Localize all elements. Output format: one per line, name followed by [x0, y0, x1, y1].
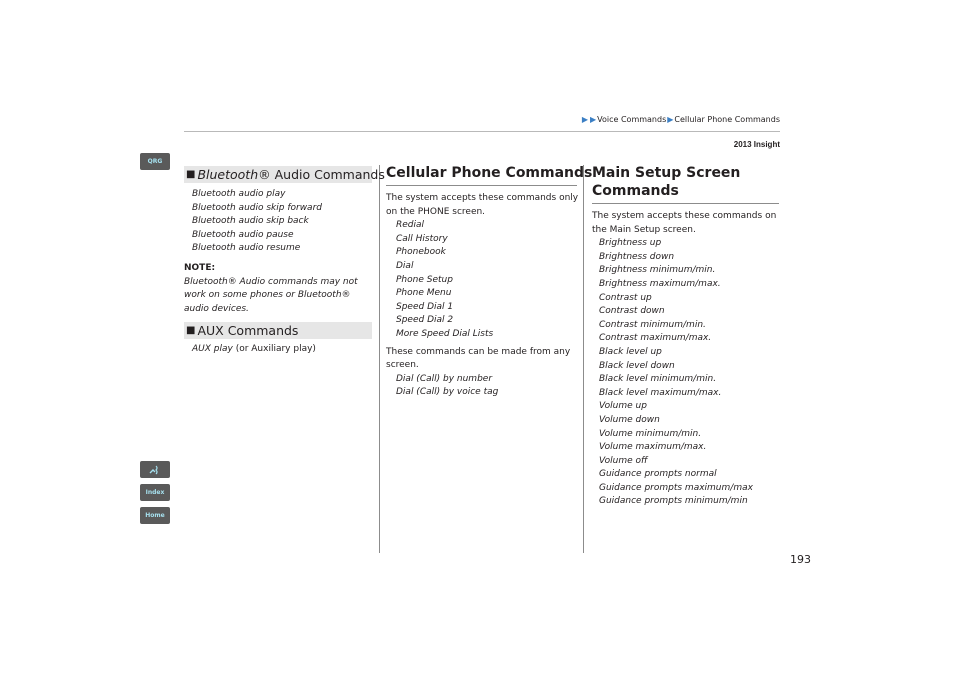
page-title-cellular: Cellular Phone Commands: [386, 165, 593, 181]
list-item: Dial (Call) by voice tag: [396, 387, 499, 398]
intro-line: the Main Setup screen.: [592, 224, 696, 235]
list-item: Volume down: [599, 414, 660, 425]
aux-command: [192, 343, 316, 357]
list-item: Phone Menu: [396, 288, 452, 299]
bluetooth-command-list: [192, 188, 322, 256]
list-item: Speed Dial 2: [396, 315, 454, 326]
note-line: work on some phones or Bluetooth®: [184, 290, 351, 301]
column-divider: [583, 165, 584, 553]
breadcrumb-current: Cellular Phone Commands: [674, 115, 780, 124]
list-item: Guidance prompts normal: [599, 469, 717, 480]
list-item: Guidance prompts minimum/min: [599, 496, 748, 507]
main-setup-content: [592, 210, 776, 509]
list-item: Brightness down: [599, 251, 675, 262]
list-item: Black level down: [599, 360, 675, 371]
list-item: Volume maximum/max.: [599, 442, 707, 453]
section-title-italic: Bluetooth: [197, 167, 259, 182]
page-title-main-setup: [592, 164, 740, 200]
list-item: Guidance prompts maximum/max: [599, 482, 753, 493]
list-item: Speed Dial 1: [396, 301, 454, 312]
intro-line: The system accepts these commands on: [592, 211, 777, 221]
heading-rule: [386, 185, 577, 186]
title-line: Commands: [592, 183, 679, 199]
list-item: Black level maximum/max.: [599, 387, 722, 398]
list-item: Bluetooth audio resume: [192, 243, 301, 254]
main-setup-command-list: [592, 237, 776, 509]
list-item: Dial: [396, 260, 414, 271]
breadcrumb-link-voice-commands[interactable]: Voice Commands: [597, 115, 667, 124]
voice-command-icon: [149, 465, 161, 475]
note-line: Bluetooth® Audio commands may not: [184, 276, 358, 287]
list-item: Black level minimum/min.: [599, 374, 717, 385]
list-item: Volume minimum/min.: [599, 428, 702, 439]
list-item: More Speed Dial Lists: [396, 328, 494, 339]
tab-home[interactable]: Home: [140, 507, 170, 524]
arrow-right-icon: ▶: [581, 115, 588, 124]
any-screen-command-list: [386, 373, 578, 400]
list-item: Bluetooth audio pause: [192, 229, 294, 240]
tab-voice-commands[interactable]: [140, 461, 170, 478]
list-item: Brightness maximum/max.: [599, 278, 721, 289]
list-item: Brightness up: [599, 238, 662, 249]
tab-qrg[interactable]: QRG: [140, 153, 170, 170]
list-item: Contrast minimum/min.: [599, 319, 706, 330]
list-item: Phonebook: [396, 247, 446, 258]
list-item: Bluetooth audio skip forward: [192, 202, 322, 213]
column-divider: [379, 165, 380, 553]
list-item: Contrast down: [599, 306, 665, 317]
heading-rule: [592, 203, 779, 204]
list-item: Black level up: [599, 346, 662, 357]
list-item: Bluetooth audio play: [192, 189, 286, 199]
cellular-content: [386, 192, 578, 400]
note-block: [184, 262, 358, 316]
body-line: These commands can be made from any: [386, 346, 571, 357]
list-item: Volume off: [599, 455, 648, 466]
list-item: Brightness minimum/min.: [599, 265, 716, 276]
arrow-right-icon: ▶: [589, 115, 597, 124]
list-item: Contrast up: [599, 292, 652, 303]
list-item: Contrast maximum/max.: [599, 333, 712, 344]
page-number: 193: [790, 553, 811, 566]
intro-line: on the PHONE screen.: [386, 206, 486, 217]
square-bullet-icon: ■: [186, 169, 196, 180]
body-line: screen.: [386, 360, 419, 371]
tab-index[interactable]: Index: [140, 484, 170, 501]
note-line: audio devices.: [184, 303, 249, 314]
list-item: Dial (Call) by number: [396, 373, 493, 384]
section-title-bluetooth-audio: [184, 166, 385, 183]
list-item: Phone Setup: [396, 274, 453, 285]
intro-line: The system accepts these commands only: [386, 193, 579, 203]
breadcrumb: [560, 115, 780, 124]
title-line: Main Setup Screen: [592, 165, 741, 181]
model-label: 2013 Insight: [733, 140, 780, 149]
header-divider: [184, 131, 780, 132]
aux-command-text: AUX play: [192, 344, 233, 354]
section-title-aux: [184, 322, 372, 339]
square-bullet-icon: ■: [186, 325, 196, 336]
arrow-right-icon: ▶: [667, 115, 674, 124]
aux-command-note: (or Auxiliary play): [232, 344, 316, 354]
list-item: Redial: [396, 220, 425, 231]
list-item: Bluetooth audio skip back: [192, 216, 309, 227]
section-title-text: ® Audio Commands: [258, 167, 385, 182]
note-label: NOTE:: [184, 263, 216, 273]
section-title-text: AUX Commands: [197, 323, 299, 338]
list-item: Call History: [396, 233, 448, 244]
list-item: Volume up: [599, 401, 647, 412]
cellular-command-list: [386, 219, 578, 341]
